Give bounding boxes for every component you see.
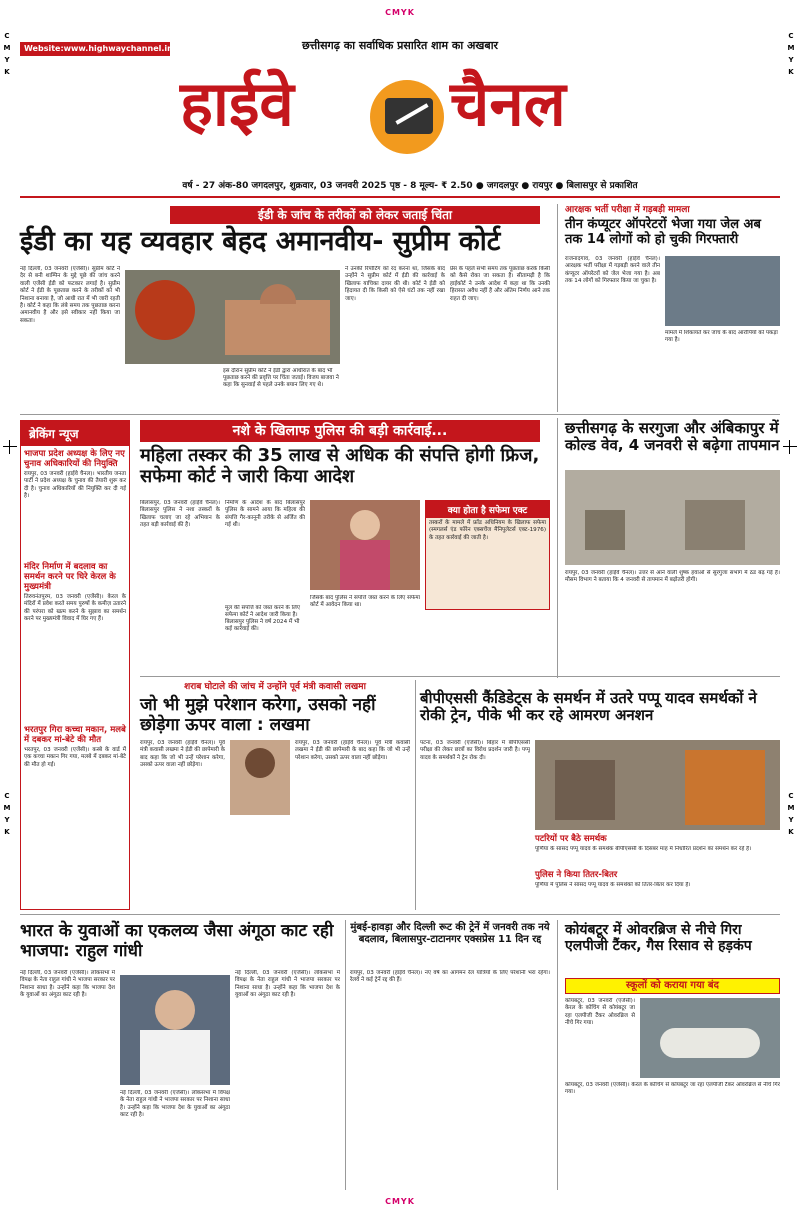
crime-photo <box>310 500 420 590</box>
breaking-story-1-head: भाजपा प्रदेश अध्यक्ष के लिए नए चुनाव अधिकारियों की नियुक्ति <box>24 449 125 469</box>
lead-headline: ईडी का यह व्यवहार बेहद अमानवीय- सुप्रीम कोर्ट <box>20 226 501 257</box>
crowd-icon <box>555 760 615 820</box>
politics-body-cont: रायपुर, 03 जनवरी (हाईवे चैनल)। पूर्व मंत्री कवासी लखमा ने ईडी की छापेमारी के बाद कहा कि जो भी उन्हें परेशान करेगा, उसको ऊपर वाला नहीं छोड़ेगा। <box>295 740 410 761</box>
woman-body-icon <box>340 540 390 590</box>
train-headline: मुंबई-हावड़ा और दिल्ली रूट की ट्रेनें में जनवरी तक नये बदलाव, बिलासपुर-टाटानगर एक्सप्रेस 11 दिन रद्द <box>350 922 550 945</box>
tanker-body-cont: कोयंबटूर, 03 जनवरी (एजेंसी)। केरल के कोचिंग से कोयंबटूर जा रहा एलपीजी टैंकर ओवरब्रिज से नीचे गिर गया। <box>565 1082 780 1096</box>
right-top-headline: तीन कंप्यूटर ऑपरेटरों भेजा गया जेल अब तक 14 लोगों को हो चुकी गिरफ्तारी <box>565 217 761 247</box>
court-building-icon <box>225 300 330 355</box>
divider <box>557 204 558 412</box>
lead-photo-caption: इस दौरान सुप्रीम कोर्ट ने ईडी द्वारा आधीरात के बाद भी पूछताछ करने की प्रवृत्ति पर चिंता जताई। विजय बाजवा ने कहा कि सुनवाई से पहले उनके बयान लिए गए थे। <box>223 368 339 388</box>
street-icon <box>685 500 745 550</box>
rahul-headline: भारत के युवाओं का एकलव्य जैसा अंगूठा काट रही भाजपा: राहुल गांधी <box>20 921 334 961</box>
section-rule <box>20 914 780 915</box>
divider <box>415 680 416 910</box>
masthead-title-left: हाईवे <box>180 67 294 140</box>
header-rule <box>20 196 780 198</box>
crime-headline: महिला तस्कर की 35 लाख से अधिक की संपत्ति होगी फ्रिज, सफेमा कोर्ट ने जारी किया आदेश <box>140 445 540 487</box>
woman-portrait-icon <box>350 510 380 540</box>
tanker-photo <box>640 998 780 1078</box>
bpsc-body: पटना, 03 जनवरी (एजेंसी)। बिहार में बीपीएससी परीक्षा की लेकर छात्रों का विरोध प्रदर्शन जारी है। पप्पू यादव के समर्थकों ने ट्रेन रोक दी। <box>420 740 530 761</box>
ed-logo-icon <box>135 280 195 340</box>
crime-kicker: नशे के खिलाफ पुलिस की बड़ी कार्रवाई... <box>140 420 540 442</box>
bpsc-sub-1: पटरियों पर बैठे समर्थक <box>535 834 607 844</box>
politics-kicker: शराब घोटाले की जांच में उन्होंने पूर्व मंत्री कवासी लखमा <box>184 682 366 692</box>
breaking-news-tag: ब्रेकिंग न्यूज <box>21 421 129 446</box>
crime-caption: मूल की संपत्ति को जब्त करने के लिए सफेमा कोर्ट ने आदेश जारी किया है। बिलासपुर पुलिस ने वर्ष 2024 में भी कई कार्रवाई की। <box>225 605 300 632</box>
train-body: रायपुर, 03 जनवरी (हाईवे चैनल)। नए वर्ष का आगमन रेल यात्रियों के लिए परेशानी भरा रहेगा। रेलवे ने कई ट्रेनें रद्द की हैं। <box>350 970 550 984</box>
divider <box>557 418 558 678</box>
side-marks-left-lower: C M Y K <box>3 792 11 836</box>
breaking-story-3-body: भरतपुर, 03 जनवरी (एजेंसी)। कस्बे के वार्ड में एक कच्चा मकान गिर गया, मलबे में दबकर मां-बेटे की मौत हो गई। <box>24 747 126 768</box>
rahul-portrait-icon <box>155 990 195 1030</box>
divider <box>140 676 780 677</box>
train-icon <box>685 750 765 825</box>
breaking-news-box <box>20 420 130 910</box>
politics-body: रायपुर, 03 जनवरी (हाईवे चैनल)। पूर्व मंत्री कवासी लखमा ने ईडी की छापेमारी के बाद कहा कि जो भी उन्हें परेशान करेगा, उसको ऊपर वाला नहीं छोड़ेगा। <box>140 740 225 769</box>
masthead <box>180 60 620 170</box>
crime-sidebar <box>425 500 550 610</box>
crime-col-3: जिसके बाद पुलिस ने संपत्ति जब्त करने के लिए सफेमा कोर्ट में आवेदन किया था। <box>310 595 420 609</box>
side-marks-right-lower: C M Y K <box>787 792 795 836</box>
rahul-body: नई दिल्ली, 03 जनवरी (एजेंसी)। लोकसभा में विपक्ष के नेता राहुल गांधी ने भाजपा सरकार पर निशाना साधा है। उन्होंने कहा कि भाजपा देश के युवाओं का अंगूठा काट रही है। <box>20 970 115 999</box>
man-portrait-icon <box>245 748 275 778</box>
bpsc-photo <box>535 740 780 830</box>
weather-headline: छत्तीसगढ़ के सरगुजा और अंबिकापुर में कोल्ड वेव, 4 जनवरी से बढ़ेगा तापमान <box>565 419 780 455</box>
masthead-title-right: चैनल <box>450 67 566 140</box>
crime-col-2: निर्माण के आदेश के बाद बिलासपुर पुलिस के सामने आया कि महिला की संपत्ति गैर-कानूनी तरीके से अर्जित की गई थी। <box>225 500 305 529</box>
weather-photo <box>565 470 780 565</box>
crime-sidebar-head: क्या होता है सफेमा एक्ट <box>426 501 549 518</box>
section-rule <box>20 414 780 415</box>
bpsc-sub-2-body: पूर्णिया में पुलिस ने सांसद पप्पू यादव के समर्थकों को तितर-बितर कर दिया है। <box>535 882 691 888</box>
right-top-body: राजनांदगांव, 03 जनवरी (हाईवे चैनल)। आरक्षक भर्ती परीक्षा में गड़बड़ी करने वाले तीन कंप्यूटर ऑपरेटरों को जेल भेजा गया है। अब तक 14 लोगों को गिरफ्तार किया जा चुका है। <box>565 256 660 285</box>
right-top-kicker: आरक्षक भर्ती परीक्षा में गड़बड़ी मामला <box>565 205 690 215</box>
breaking-story-2-body: तिरुवनंतपुरम, 03 जनवरी (एजेंसी)। केरल के मंदिरों में प्रवेश करते समय पुरुषों के कमीज़ उतारने की परंपरा को खत्म करने के सुझाव का समर्थन करने पर मुख्यमंत्री विवाद में घिर गए हैं। <box>24 594 126 623</box>
tanker-vehicle-icon <box>660 1028 760 1058</box>
tanker-headline: कोयंबटूर में ओवरब्रिज से नीचे गिरा एलपीजी टैंकर, गैस रिसाव से हड़कंप <box>565 922 752 955</box>
lead-col-3: प्रेस के पहले सभी समय तक पूछताछ करके किसी को कैसे रोका जा सकता है। सीतामढ़ी है कि हाईकोर्ट ने उनके आदेश में कहा था कि उनकी हिरासत अवैध नहीं है और अंतिम निर्णय आने तक राहत दी जाए। <box>450 266 550 302</box>
tanker-sub: स्कूलों को कराया गया बंद <box>565 978 780 994</box>
crime-col-1: बिलासपुर, 03 जनवरी (हाईवे चैनल)। बिलासपुर पुलिस ने नशा तस्करों के खिलाफ चलाए जा रहे अभियान के तहत बड़ी कार्रवाई की है। <box>140 500 220 529</box>
breaking-story-1-body: रायपुर, 03 जनवरी (हाईवे चैनल)। भारतीय जनता पार्टी ने प्रदेश अध्यक्ष के चुनाव की तैयारी शुरू कर दी है। चुनाव अधिकारियों की नियुक्ति कर दी गई है। <box>24 471 126 500</box>
lead-kicker: ईडी के जांच के तरीकों को लेकर जताई चिंता <box>170 206 540 224</box>
breaking-story-2-head: मंदिर निर्माण में बदलाव का समर्थन करने पर घिरे केरल के मुख्यमंत्री <box>24 562 116 592</box>
cmyk-bottom-mark: CMYK <box>385 1197 415 1206</box>
cmyk-top-mark: CMYK <box>385 8 415 17</box>
rahul-photo <box>120 975 230 1085</box>
vehicle-icon <box>585 510 625 550</box>
lead-col-2: ने उनकी रिपोर्टिंग को रद करना था, जिसके बाद उन्होंने ने सुप्रीम कोर्ट में ईडी की कार्रवाई के खिलाफ याचिका दायर की थी। कोर्ट ने ईडी को हिदायत दी कि किसी को ऐसे घंटों तक नहीं रखा जाए। <box>345 266 445 302</box>
right-top-photo <box>665 256 780 326</box>
court-dome-icon <box>260 284 296 304</box>
lead-col-1: नई दिल्ली, 03 जनवरी (एजेंसी)। सुप्रीम कोर्ट ने देर से बनी शाम्पिन के मुद्दे पूछे की जांच करने वाली एजेंसी ईडी को फटकार लगाई है। सुप्रीम कोर्ट ने ईडी के पूछताछ करने के तरीकों को भी निशाना बनाया है, जो आधी रात में भी जारी रहती है। कोर्ट ने कहा कि लंबे समय तक पूछताछ करना अमानवीय है और इसे स्वीकार नहीं किया जा सकता। <box>20 266 120 324</box>
side-marks-right: C M Y K <box>787 32 795 76</box>
breaking-story-3-head: भरतपुर गिरा कच्चा मकान, मलबे में दबकर मां-बेटे की मौत <box>24 725 126 745</box>
dateline: वर्ष - 27 अंक-80 जगदलपुर, शुक्रवार, 03 जनवरी 2025 पृष्ठ - 8 मूल्य- ₹ 2.50 ● जगदलपुर ● रायपुर ● बिलासपुर से प्रकाशित <box>182 181 638 191</box>
tagline: छत्तीसगढ़ का सर्वाधिक प्रसारित शाम का अखबार <box>301 39 499 52</box>
registration-mark <box>3 440 17 454</box>
rahul-body-cont-2: नई दिल्ली, 03 जनवरी (एजेंसी)। लोकसभा में विपक्ष के नेता राहुल गांधी ने भाजपा सरकार पर निशाना साधा है। उन्होंने कहा कि भाजपा देश के युवाओं का अंगूठा काट रही है। <box>235 970 340 999</box>
right-top-caption: मामले में शिकायतें कर जांच के बाद आरोपियों को पकड़ा गया है। <box>665 330 778 343</box>
weather-body: रायपुर, 03 जनवरी (हाईवे चैनल)। उत्तर से आने वाली शुष्क हवाओं से सुरगुजा संभाग में ठंड बढ़ गई है। मौसम विभाग ने बताया कि 4 जनवरी से तापमान में बढ़ोतरी होगी। <box>565 570 780 584</box>
lakhma-photo <box>230 740 290 815</box>
crime-sidebar-body: तस्करों के मामले में फ्रॉड अधिनियम के खिलाफ सफेमा (स्मगलर्स एंड फॉरेन एक्सचेंज मैनिपुलेटर्स एक्ट-1976) के तहत कार्रवाई की जाती है। <box>429 520 546 541</box>
lead-photo <box>125 270 340 364</box>
bpsc-sub-1-body: पूर्णिया के सांसद पप्पू यादव के समर्थक बीपीएससी के दिसंबर माह में निर्धारित प्रदर्शन का समर्थन कर रहे हैं। <box>535 846 752 852</box>
divider <box>557 920 558 1190</box>
rahul-body-cont: नई दिल्ली, 03 जनवरी (एजेंसी)। लोकसभा में विपक्ष के नेता राहुल गांधी ने भाजपा सरकार पर निशाना साधा है। उन्होंने कहा कि भाजपा देश के युवाओं का अंगूठा काट रही है। <box>120 1090 230 1119</box>
politics-headline: जो भी मुझे परेशान करेगा, उसको नहीं छोड़ेगा ऊपर वाला : लखमा <box>140 695 376 735</box>
bpsc-sub-2: पुलिस ने किया तितर-बितर <box>535 870 618 880</box>
divider <box>345 920 346 1190</box>
registration-mark <box>783 440 797 454</box>
website-banner: Website:www.highwaychannel.in <box>20 42 170 56</box>
rahul-shirt-icon <box>140 1030 210 1085</box>
side-marks-left: C M Y K <box>3 32 11 76</box>
bpsc-headline: बीपीएससी कैंडिडेट्स के समर्थन में उतरे पप्पू यादव समर्थकों ने रोकी ट्रेन, पीके भी कर रहे आमरण अनशन <box>420 689 757 725</box>
tanker-body: कोयंबटूर, 03 जनवरी (एजेंसी)। केरल के कोचिंग से कोयंबटूर जा रहा एलपीजी टैंकर ओवरब्रिज से नीचे गिर गया। <box>565 998 635 1027</box>
